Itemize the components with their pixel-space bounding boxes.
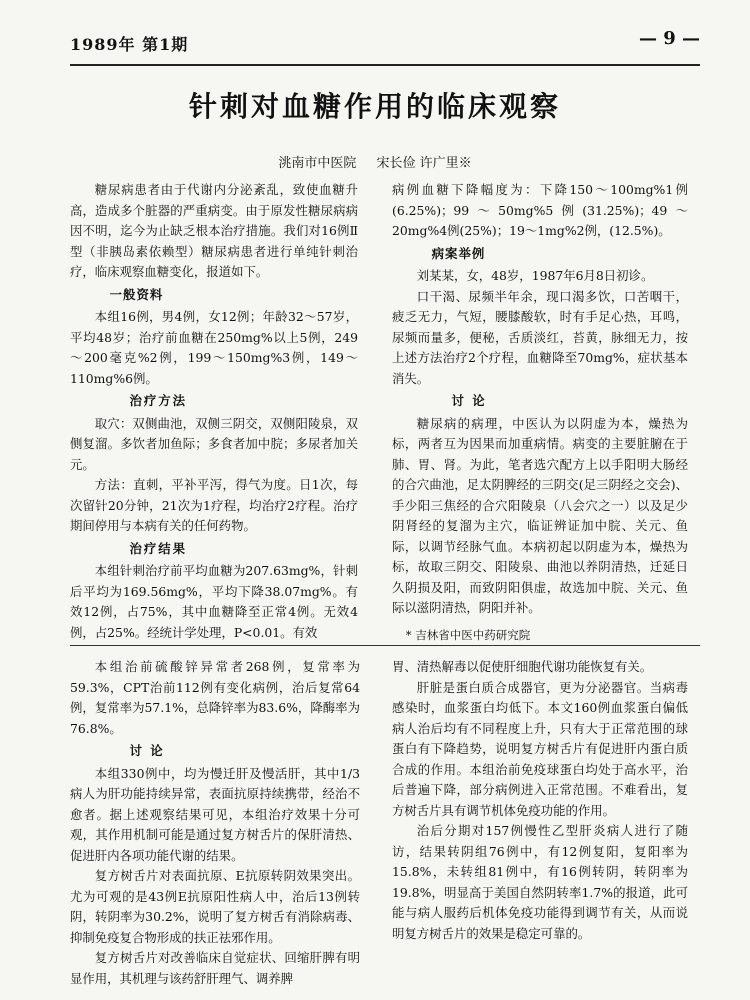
continuation-left-column	[70, 657, 360, 989]
paragraph: 糖尿病患者由于代谢内分泌紊乱，致使血糖升高，造成多个脏器的严重病变。由于原发性糖尿病病因不明，迄今为止缺乏根本治疗措施。我们对16例Ⅱ型（非胰岛素依赖型）糖尿病患者进行单纯针刺治疗，临床观察血糖变化，报道如下。	[70, 182, 358, 279]
section-heading: 治疗结果	[129, 540, 188, 556]
paragraph: 口干渴、尿频半年余，现口渴多饮，口苦咽干，疲乏无力，气短，腰膝酸软，时有手足心热，耳鸣，尿频而量多，便秘，舌质淡红，苔黄，脉细无力，按上述方法治疗2个疗程，血糖降至70mg%，症状基本消失。	[392, 288, 688, 386]
paragraph: 病例血糖下降幅度为：下降150～100mg%1例(6.25%)；99～50mg%5例(31.25%)；49～20mg%4例(25%)；19～1mg%2例，(12.5%)。	[392, 182, 688, 238]
section-heading: 治疗方法	[129, 393, 188, 408]
continuation-right-column	[392, 657, 688, 944]
article-title: 针刺对血糖作用的临床观察	[188, 90, 561, 123]
page-number: — 9 —	[638, 28, 700, 49]
paragraph: 本组治前硫酸锌异常者268例，复常率为59.3%，CPT治前112例有变化病例，治后复常64例，复常率为57.1%，总降锌率为83.6%，降酶率为76.8%。	[70, 659, 360, 736]
page-header	[70, 24, 700, 64]
section-heading: 病案举例	[431, 245, 486, 261]
footnote: * 吉林省中医中药研究院	[405, 627, 531, 642]
header-rule	[70, 64, 700, 66]
paragraph: 复方树舌片对改善临床自觉症状、回缩肝脾有明显作用，其机理与该药舒肝理气、调养脾	[70, 950, 360, 986]
paragraph: 胃、清热解毒以促使肝细胞代谢功能恢复有关。	[392, 659, 653, 674]
article-left-column	[70, 180, 358, 643]
paragraph: 治后分期对157例慢性乙型肝炎病人进行了随访，结果转阴组76例中，有12例复阳，复阳率为15.8%，未转组81例中，有16例转阴，转阴率为19.8%，明显高于美国自然阴转率1.7%的报道，此可能与病人服药后机体免疫功能得到调节有关，从而说明复方树舌片的效果是稳定可靠的。	[392, 823, 688, 941]
section-divider	[70, 645, 700, 646]
paragraph: 本组针刺治疗前平均血糖为207.63mg%，针刺后平均为169.56mg%，平均下降38.07mg%。有效12例，占75%，其中血糖降至正常4例。无效4例，占25%。经统计学处理，P<0.01。有效	[70, 563, 358, 640]
article-right-column	[392, 180, 688, 645]
paragraph: 取穴：双侧曲池，双侧三阴交，双侧阳陵泉，双侧复溜。多饮者加鱼际；多食者加中脘；多尿者加关元。	[70, 415, 358, 472]
paragraph: 复方树舌片对表面抗原、E抗原转阴效果突出。尤为可观的是43例E抗原阳性病人中，治后13例转阴，转阴率为30.2%，说明了复方树舌有消除病毒、抑制免疫复合物形成的扶正祛邪作用。	[70, 868, 360, 945]
author-line	[0, 152, 750, 171]
paragraph: 刘某某，女，48岁，1987年6月8日初诊。	[416, 268, 654, 283]
paragraph: 糖尿病的病理，中医认为以阴虚为本，燥热为标，两者互为因果而加重病情。病变的主要脏腑在于肺、胃、肾。为此，笔者选穴配方上以手阳明大肠经的合穴曲池，足太阴脾经的三阴交(足三阴经之交会)、手少阳三焦经的合穴阳陵泉（八会穴之一）以及足少阴肾经的复溜为主穴，临证辨证加中脘、关元、鱼际，以调节经脉气血。本病初起以阴虚为本，燥热为标，故取三阴交、阳陵泉、曲池以养阴清热，迁延日久阴损及阳，而致阴阳俱虚，故选加中脘、关元、鱼际以滋阴清热，阴阳并补。	[392, 415, 688, 615]
paragraph: 本组16例，男4例，女12例；年龄32～57岁，平均48岁；治疗前血糖在250mg%以上5例，249～200毫克%2例，199～150mg%3例，149～110mg%6例。	[70, 309, 358, 386]
authors: 宋长俭 许广里※	[376, 156, 472, 171]
paragraph: 本组330例中，均为慢迁肝及慢活肝，其中1/3病人为肝功能持续异常，表面抗原持续携带，经治不愈者。据上述观察结果可见，本组治疗效果十分可观，其作用机制可能是通过复方树舌片的保肝清热、促进肝内各项功能代谢的结果。	[70, 765, 360, 863]
issue-label: 1989年 第1期	[70, 35, 189, 54]
affiliation: 洮南市中医院	[278, 156, 357, 171]
section-heading: 讨 论	[129, 743, 165, 758]
section-heading: 一般资料	[109, 286, 164, 302]
paragraph: 肝脏是蛋白质合成器官，更为分泌器官。当病毒感染时，血浆蛋白均低下。本文160例血浆蛋白偏低病人治后均有不同程度上升，只有大于正常范围的球蛋白有下降趋势，说明复方树舌片有促进肝内蛋白质合成的作用。本组治前免疫球蛋白均处于高水平，治后普遍下降，部分病例进入正常范围。不难看出，复方树舌片具有调节机体免疫功能的作用。	[392, 679, 688, 818]
paragraph: 方法：直刺，平补平泻，得气为度。日1次，每次留针20分钟，21次为1疗程，均治疗2疗程。治疗期间停用与本病有关的任何药物。	[70, 477, 358, 533]
section-heading: 讨 论	[451, 393, 487, 408]
